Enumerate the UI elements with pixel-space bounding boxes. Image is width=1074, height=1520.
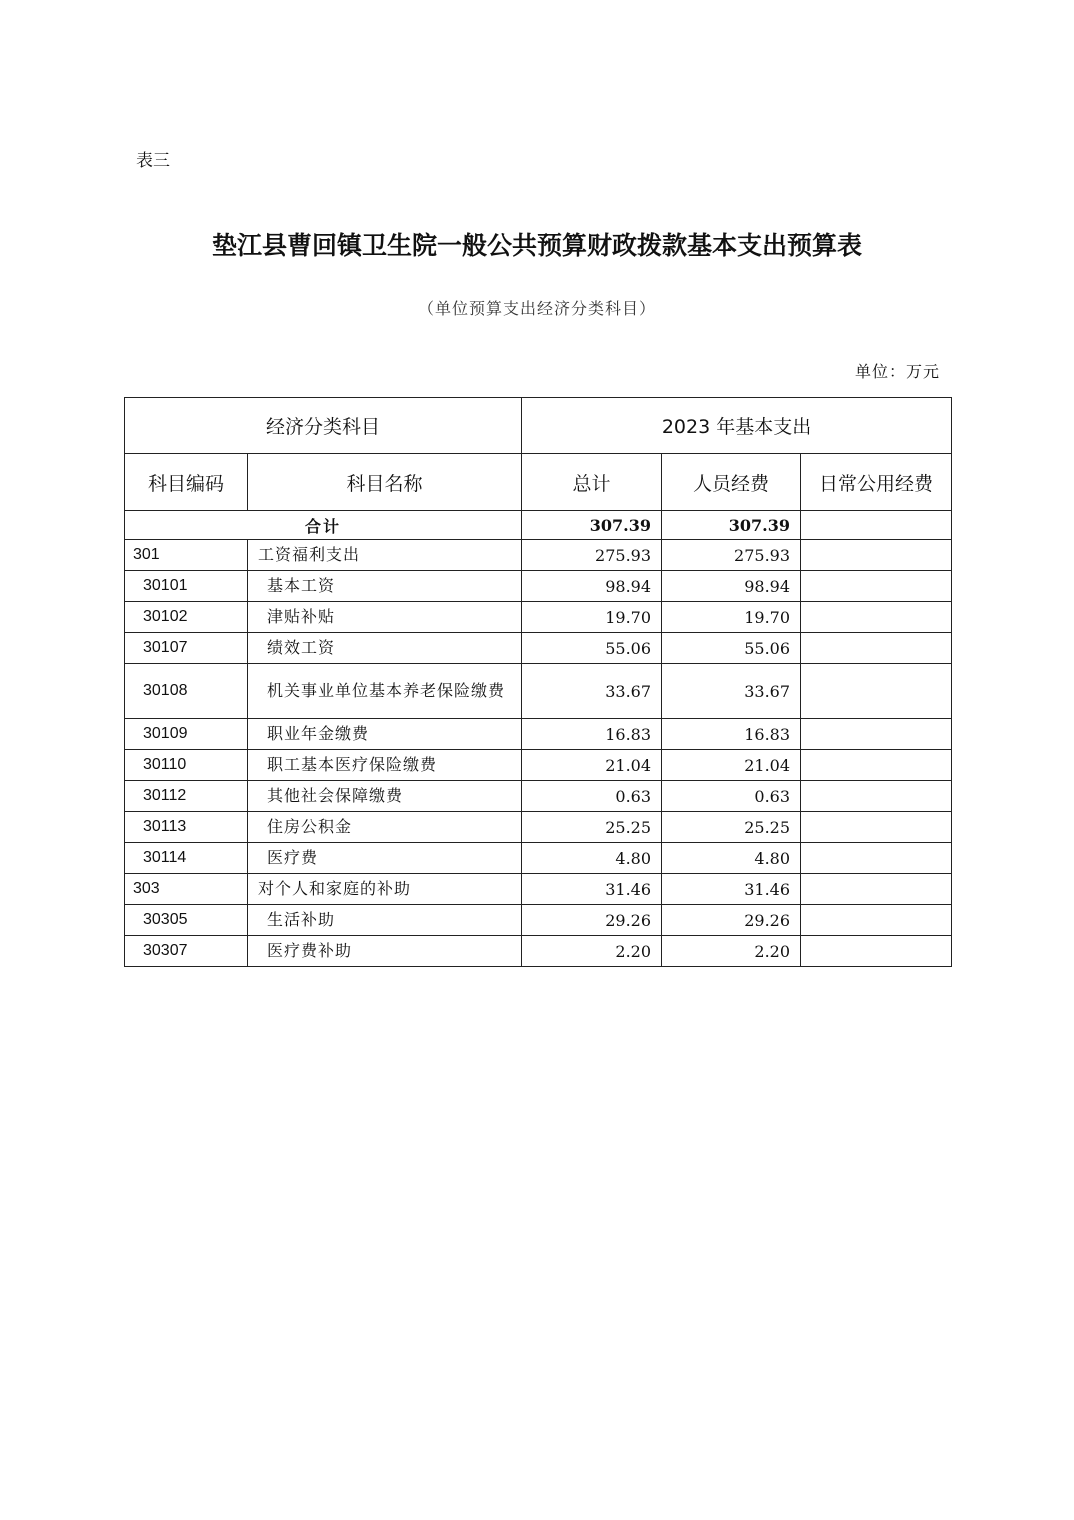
- row-total: 25.25: [522, 812, 662, 843]
- row-personnel: 25.25: [662, 812, 801, 843]
- row-code: 30305: [125, 905, 248, 936]
- budget-table: [124, 397, 952, 967]
- row-public: [801, 905, 952, 936]
- row-public: [801, 571, 952, 602]
- row-personnel: 21.04: [662, 750, 801, 781]
- row-personnel: 16.83: [662, 719, 801, 750]
- table-row: [125, 750, 952, 781]
- row-total: 29.26: [522, 905, 662, 936]
- table-row: [125, 781, 952, 812]
- total-label: 合计: [125, 511, 522, 540]
- row-code: 303: [125, 874, 248, 905]
- row-code: 30108: [125, 664, 248, 719]
- row-total: 16.83: [522, 719, 662, 750]
- header-total: 总计: [522, 454, 662, 511]
- total-personnel: 307.39: [662, 511, 801, 540]
- row-public: [801, 633, 952, 664]
- header-public-expense: 日常公用经费: [801, 454, 952, 511]
- document-title: 垫江县曹回镇卫生院一般公共预算财政拨款基本支出预算表: [211, 231, 862, 260]
- table-number-label: 表三: [136, 151, 170, 171]
- row-public: [801, 781, 952, 812]
- row-name: 机关事业单位基本养老保险缴费: [248, 664, 522, 719]
- table-row: [125, 812, 952, 843]
- row-personnel: 19.70: [662, 602, 801, 633]
- row-personnel: 29.26: [662, 905, 801, 936]
- row-total: 275.93: [522, 540, 662, 571]
- row-name: 医疗费补助: [248, 936, 522, 967]
- row-name: 其他社会保障缴费: [248, 781, 522, 812]
- row-public: [801, 719, 952, 750]
- unit-label: 单位：万元: [854, 362, 940, 381]
- header-basic-expenditure-2023: 2023 年基本支出: [522, 398, 952, 454]
- row-name: 生活补助: [248, 905, 522, 936]
- table-row: [125, 905, 952, 936]
- total-amount: 307.39: [522, 511, 662, 540]
- header-row-group: [125, 398, 952, 454]
- row-total: 33.67: [522, 664, 662, 719]
- row-name: 职工基本医疗保险缴费: [248, 750, 522, 781]
- row-total: 19.70: [522, 602, 662, 633]
- row-code: 30107: [125, 633, 248, 664]
- row-code: 30101: [125, 571, 248, 602]
- row-total: 98.94: [522, 571, 662, 602]
- header-economic-category: 经济分类科目: [125, 398, 522, 454]
- row-total: 4.80: [522, 843, 662, 874]
- row-public: [801, 843, 952, 874]
- row-name: 绩效工资: [248, 633, 522, 664]
- total-public: [801, 511, 952, 540]
- row-name: 住房公积金: [248, 812, 522, 843]
- row-personnel: 0.63: [662, 781, 801, 812]
- table-row: [125, 843, 952, 874]
- row-name: 基本工资: [248, 571, 522, 602]
- table-row: [125, 719, 952, 750]
- row-total: 21.04: [522, 750, 662, 781]
- row-code: 30112: [125, 781, 248, 812]
- document-subtitle: （单位预算支出经济分类科目）: [417, 299, 656, 318]
- row-personnel: 275.93: [662, 540, 801, 571]
- row-public: [801, 602, 952, 633]
- row-code: 301: [125, 540, 248, 571]
- row-name: 对个人和家庭的补助: [248, 874, 522, 905]
- row-name: 工资福利支出: [248, 540, 522, 571]
- row-personnel: 33.67: [662, 664, 801, 719]
- table-row: [125, 874, 952, 905]
- row-personnel: 31.46: [662, 874, 801, 905]
- row-personnel: 2.20: [662, 936, 801, 967]
- row-public: [801, 874, 952, 905]
- header-subject-code: 科目编码: [125, 454, 248, 511]
- table-row: [125, 602, 952, 633]
- row-personnel: 55.06: [662, 633, 801, 664]
- row-public: [801, 750, 952, 781]
- row-personnel: 98.94: [662, 571, 801, 602]
- table-row: [125, 540, 952, 571]
- row-public: [801, 812, 952, 843]
- row-total: 2.20: [522, 936, 662, 967]
- table-row: [125, 571, 952, 602]
- row-code: 30102: [125, 602, 248, 633]
- row-code: 30113: [125, 812, 248, 843]
- header-row-columns: [125, 454, 952, 511]
- row-name: 津贴补贴: [248, 602, 522, 633]
- row-code: 30109: [125, 719, 248, 750]
- row-name: 职业年金缴费: [248, 719, 522, 750]
- row-total: 31.46: [522, 874, 662, 905]
- table-row: [125, 936, 952, 967]
- row-code: 30307: [125, 936, 248, 967]
- row-public: [801, 936, 952, 967]
- row-total: 55.06: [522, 633, 662, 664]
- header-subject-name: 科目名称: [248, 454, 522, 511]
- table-row: [125, 633, 952, 664]
- row-personnel: 4.80: [662, 843, 801, 874]
- total-row: [125, 511, 952, 540]
- row-name: 医疗费: [248, 843, 522, 874]
- row-total: 0.63: [522, 781, 662, 812]
- table-row: [125, 664, 952, 719]
- header-personnel-expense: 人员经费: [662, 454, 801, 511]
- row-code: 30114: [125, 843, 248, 874]
- row-code: 30110: [125, 750, 248, 781]
- row-public: [801, 664, 952, 719]
- row-public: [801, 540, 952, 571]
